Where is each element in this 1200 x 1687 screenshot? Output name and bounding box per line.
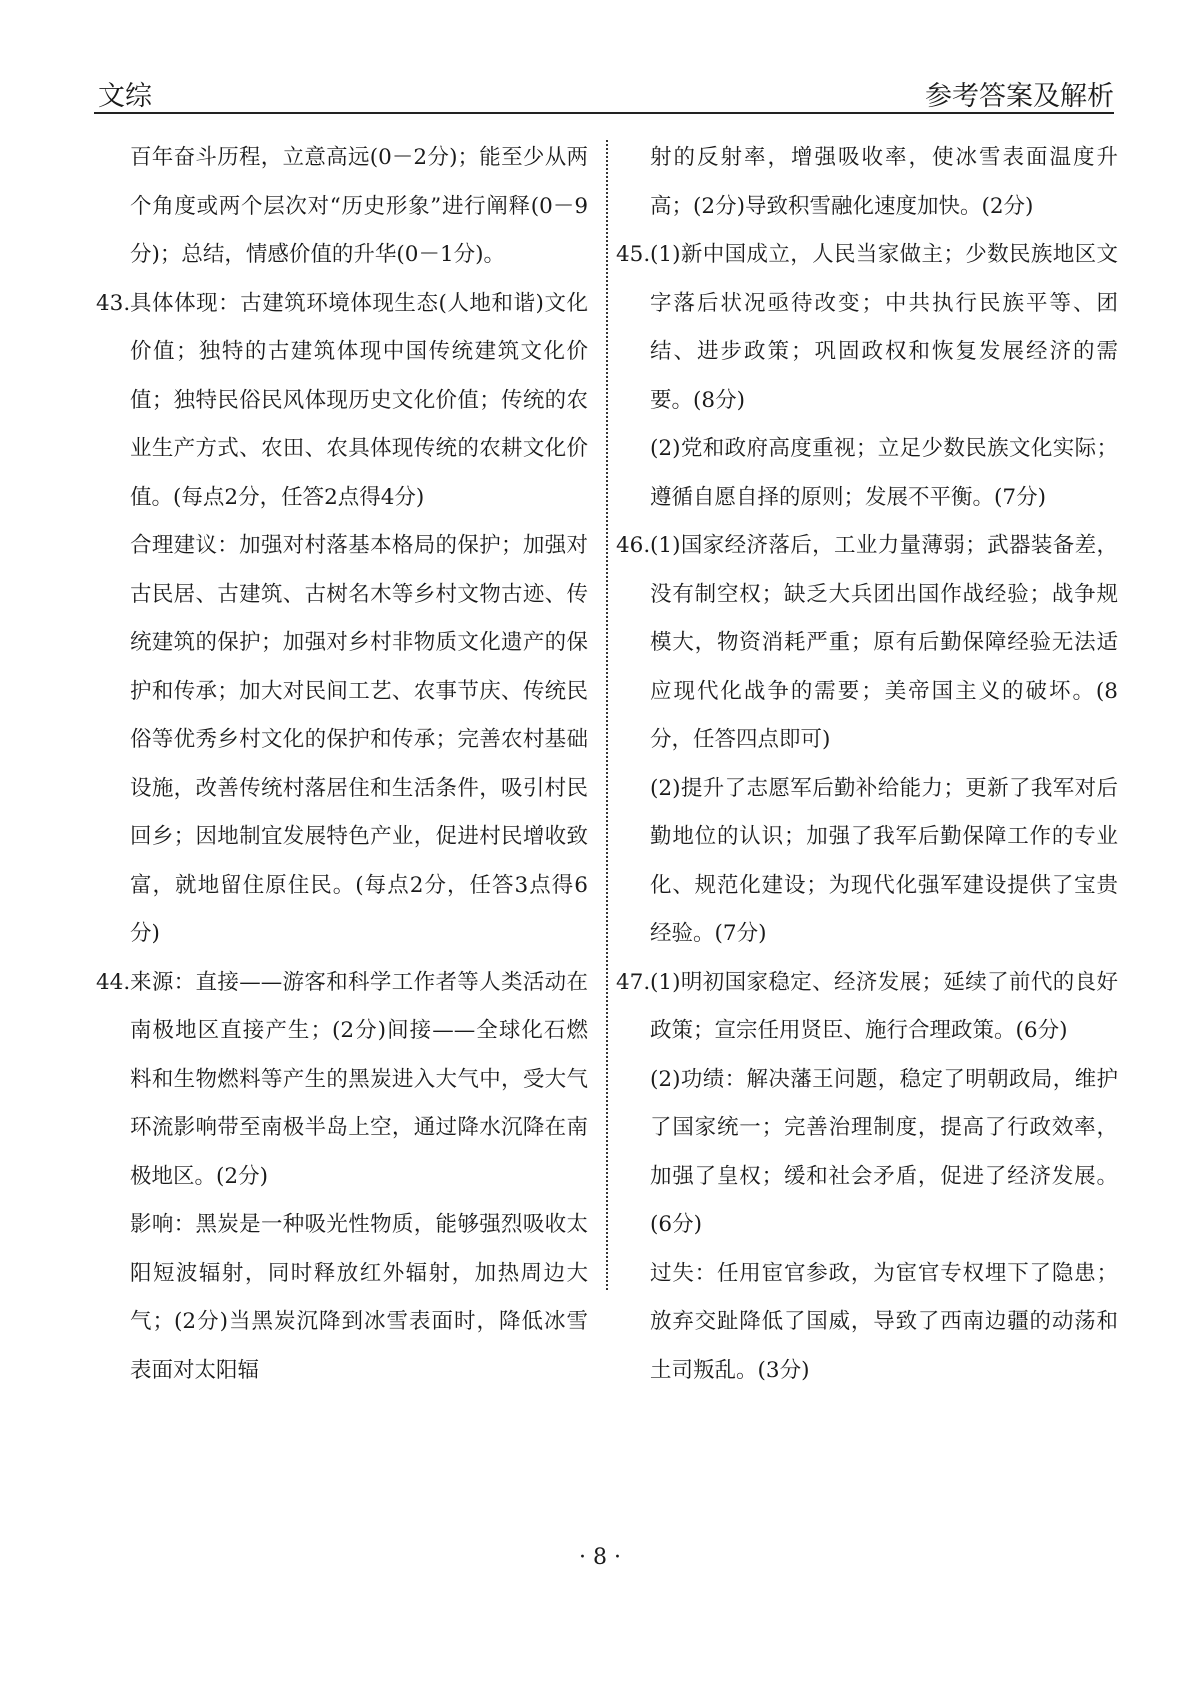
- header-rule: [94, 112, 1114, 114]
- answer-47: [616, 959, 1118, 1396]
- answer-paragraph: 过失：任用宦官参政，为宦官专权埋下了隐患；放弃交趾降低了国威，导致了西南边疆的动荡和土司叛乱。(3分): [650, 1260, 1118, 1383]
- answer-paragraph: 来源：直接——游客和科学工作者等人类活动在南极地区直接产生；(2分)间接——全球化石燃料和生物燃料等产生的黑炭进入大气中，受大气环流影响带至南极半岛上空，通过降水沉降在南极地区。(2分): [130, 969, 588, 1189]
- q44-continuation: [616, 134, 1118, 231]
- answer-45: [616, 231, 1118, 522]
- column-divider: [606, 140, 608, 1290]
- answer-paragraph: 影响：黑炭是一种吸光性物质，能够强烈吸收太阳短波辐射，同时释放红外辐射，加热周边大气；(2分)当黑炭沉降到冰雪表面时，降低冰雪表面对太阳辐: [130, 1212, 588, 1383]
- answer-46: [616, 522, 1118, 959]
- page-header: [94, 74, 1114, 110]
- answer-paragraph: (1)新中国成立，人民当家做主；少数民族地区文字落后状况亟待改变；中共执行民族平等、团结、进步政策；巩固政权和恢复发展经济的需要。(8分): [650, 242, 1118, 413]
- continuation-text: 百年奋斗历程，立意高远(0－2分)；能至少从两个角度或两个层次对“历史形象”进行阐释(0－9分)；总结，情感价值的升华(0－1分)。: [130, 145, 588, 267]
- subject-label: 文综: [98, 81, 152, 112]
- question-number: 43.: [96, 290, 131, 316]
- answer-43: [96, 280, 588, 959]
- continuation-text: 射的反射率，增强吸收率，使冰雪表面温度升高；(2分)导致积雪融化速度加快。(2分): [650, 145, 1118, 219]
- left-column: [96, 134, 588, 1395]
- answer-paragraph: (2)功绩：解决藩王问题，稳定了明朝政局，维护了国家统一；完善治理制度，提高了行政效率，加强了皇权；缓和社会矛盾，促进了经济发展。(6分): [650, 1066, 1118, 1237]
- answer-paragraph: 合理建议：加强对村落基本格局的保护；加强对古民居、古建筑、古树名木等乡村文物古迹、传统建筑的保护；加强对乡村非物质文化遗产的保护和传承；加大对民间工艺、农事节庆、传统民俗等优秀乡村文化的保护和传承；完善农村基础设施，改善传统村落居住和生活条件，吸引村民回乡；因地制宜发展特色产业，促进村民增收致富，就地留住原住民。(每点2分，任答3点得6分): [130, 533, 588, 946]
- question-number: 46.: [616, 533, 651, 558]
- q42-continuation: [96, 134, 588, 280]
- question-number: 47.: [616, 969, 651, 995]
- answer-paragraph: (1)明初国家稳定、经济发展；延续了前代的良好政策；宣宗任用贤臣、施行合理政策。(6分): [650, 969, 1118, 1043]
- answer-paragraph: 具体体现：古建筑环境体现生态(人地和谐)文化价值；独特的古建筑体现中国传统建筑文化价值；独特民俗民风体现历史文化价值；传统的农业生产方式、农田、农具体现传统的农耕文化价值。(每点2分，任答2点得4分): [130, 290, 588, 510]
- answer-paragraph: (2)提升了志愿军后勤补给能力；更新了我军对后勤地位的认识；加强了我军后勤保障工作的专业化、规范化建设；为现代化强军建设提供了宝贵经验。(7分): [650, 775, 1118, 946]
- question-number: 45.: [616, 242, 651, 267]
- answer-paragraph: (1)国家经济落后，工业力量薄弱；武器装备差，没有制空权；缺乏大兵团出国作战经验；战争规模大，物资消耗严重；原有后勤保障经验无法适应现代化战争的需要；美帝国主义的破坏。(8分，任答四点即可): [650, 533, 1118, 752]
- right-column: [616, 134, 1118, 1395]
- page-number: · 8 ·: [579, 1545, 621, 1570]
- answer-44: [96, 959, 588, 1396]
- header-title: 参考答案及解析: [925, 81, 1114, 112]
- question-number: 44.: [96, 969, 131, 995]
- answer-paragraph: (2)党和政府高度重视；立足少数民族文化实际；遵循自愿自择的原则；发展不平衡。(7分): [650, 436, 1118, 510]
